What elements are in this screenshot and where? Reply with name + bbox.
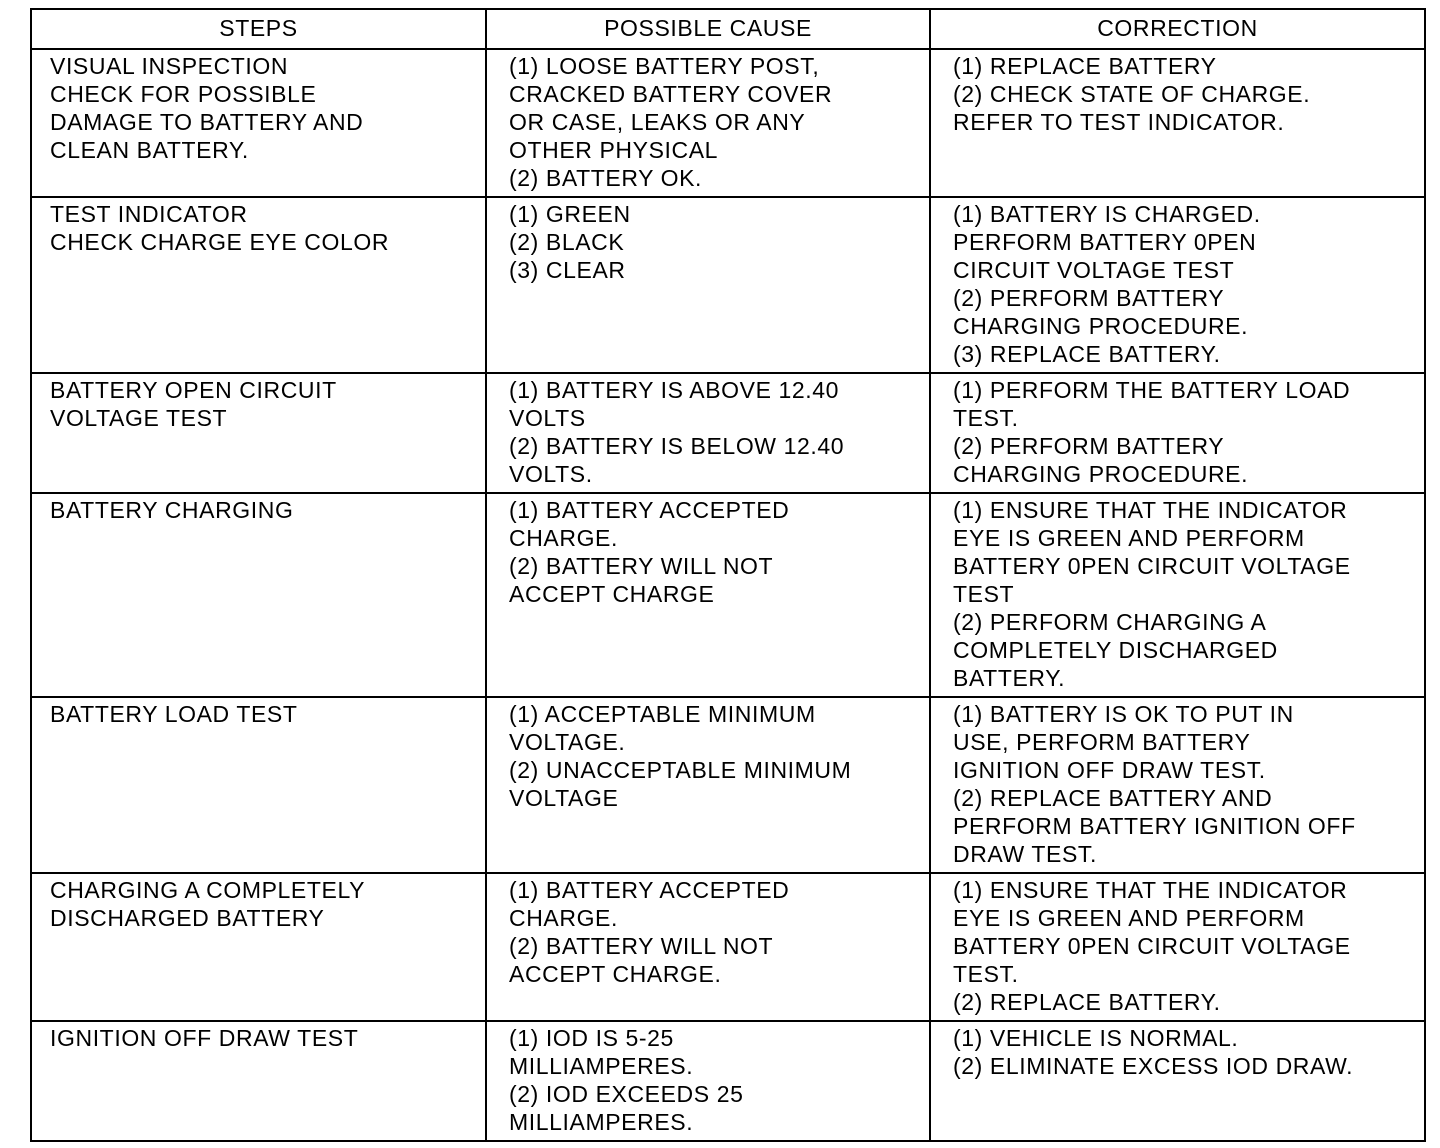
table-row (31, 873, 1425, 1021)
table-row (31, 1021, 1425, 1141)
cell-line: BATTERY CHARGING (50, 497, 294, 523)
cell-line: CHARGING PROCEDURE. (953, 313, 1249, 339)
cell-line: VOLTAGE (509, 785, 619, 811)
correction-cell (930, 697, 1425, 873)
steps-cell (31, 493, 486, 697)
table-row (31, 373, 1425, 493)
cell-line: VOLTAGE TEST (50, 405, 228, 431)
steps-cell (31, 873, 486, 1021)
cell-line: (1) BATTERY IS ABOVE 12.40 (509, 377, 840, 403)
cell-line: (1) IOD IS 5-25 (509, 1025, 674, 1051)
cell-line: EYE IS GREEN AND PERFORM (953, 905, 1305, 931)
cell-line: CRACKED BATTERY COVER (509, 81, 833, 107)
header-correction: CORRECTION (930, 9, 1425, 49)
cell-line: TEST (953, 581, 1015, 607)
cell-line: (2) BATTERY IS BELOW 12.40 (509, 433, 845, 459)
cell-line: (2) BATTERY WILL NOT (509, 553, 774, 579)
cell-line: OTHER PHYSICAL (509, 137, 719, 163)
correction-cell (930, 493, 1425, 697)
cell-line: (2) IOD EXCEEDS 25 (509, 1081, 744, 1107)
cell-line: (2) ELIMINATE EXCESS IOD DRAW. (953, 1053, 1354, 1079)
cell-line: TEST INDICATOR (50, 201, 248, 227)
cell-line: (1) VEHICLE IS NORMAL. (953, 1025, 1239, 1051)
cell-line: (1) ENSURE THAT THE INDICATOR (953, 877, 1348, 903)
header-possible-cause: POSSIBLE CAUSE (486, 9, 930, 49)
cell-line: VOLTS (509, 405, 586, 431)
cell-line: (2) BLACK (509, 229, 625, 255)
cell-line: BATTERY LOAD TEST (50, 701, 298, 727)
cell-line: PERFORM BATTERY IGNITION OFF (953, 813, 1356, 839)
table-row (31, 493, 1425, 697)
cell-line: (2) UNACCEPTABLE MINIMUM (509, 757, 852, 783)
cell-line: (1) GREEN (509, 201, 631, 227)
cell-line: CLEAN BATTERY. (50, 137, 249, 163)
steps-cell (31, 697, 486, 873)
cause-cell (486, 493, 930, 697)
cell-line: ACCEPT CHARGE (509, 581, 715, 607)
cell-line: (1) PERFORM THE BATTERY LOAD (953, 377, 1351, 403)
cell-line: OR CASE, LEAKS OR ANY (509, 109, 806, 135)
cell-line: REFER TO TEST INDICATOR. (953, 109, 1285, 135)
cause-cell (486, 1021, 930, 1141)
header-row (31, 9, 1425, 49)
correction-cell (930, 49, 1425, 197)
cell-line: MILLIAMPERES. (509, 1053, 694, 1079)
cell-line: (1) REPLACE BATTERY (953, 53, 1217, 79)
cell-line: (2) REPLACE BATTERY AND (953, 785, 1273, 811)
cell-line: DISCHARGED BATTERY (50, 905, 325, 931)
cause-cell (486, 373, 930, 493)
cell-line: VOLTAGE. (509, 729, 626, 755)
cell-line: (2) BATTERY WILL NOT (509, 933, 774, 959)
cell-line: TEST. (953, 405, 1019, 431)
cell-line: (2) PERFORM BATTERY (953, 285, 1225, 311)
table-body (31, 49, 1425, 1141)
header-steps: STEPS (31, 9, 486, 49)
cell-line: PERFORM BATTERY 0PEN (953, 229, 1257, 255)
cell-line: BATTERY 0PEN CIRCUIT VOLTAGE (953, 553, 1351, 579)
correction-cell (930, 873, 1425, 1021)
cell-line: (1) BATTERY IS CHARGED. (953, 201, 1261, 227)
cell-line: (1) BATTERY ACCEPTED (509, 877, 790, 903)
cell-line: (1) BATTERY IS OK TO PUT IN (953, 701, 1294, 727)
cause-cell (486, 873, 930, 1021)
cell-line: CHECK FOR POSSIBLE (50, 81, 317, 107)
steps-cell (31, 1021, 486, 1141)
steps-cell (31, 197, 486, 373)
cause-cell (486, 697, 930, 873)
cell-line: (1) ENSURE THAT THE INDICATOR (953, 497, 1348, 523)
cell-line: (2) PERFORM BATTERY (953, 433, 1225, 459)
cell-line: CIRCUIT VOLTAGE TEST (953, 257, 1235, 283)
cell-line: (2) BATTERY OK. (509, 165, 703, 191)
table-row (31, 697, 1425, 873)
table-row (31, 197, 1425, 373)
correction-cell (930, 1021, 1425, 1141)
cell-line: (1) ACCEPTABLE MINIMUM (509, 701, 816, 727)
cell-line: (3) REPLACE BATTERY. (953, 341, 1221, 367)
correction-cell (930, 373, 1425, 493)
cell-line: COMPLETELY DISCHARGED (953, 637, 1278, 663)
cell-line: MILLIAMPERES. (509, 1109, 694, 1135)
cell-line: VOLTS. (509, 461, 593, 487)
steps-cell (31, 49, 486, 197)
cell-line: TEST. (953, 961, 1019, 987)
steps-cell (31, 373, 486, 493)
cell-line: BATTERY OPEN CIRCUIT (50, 377, 337, 403)
cell-line: DAMAGE TO BATTERY AND (50, 109, 364, 135)
cell-line: CHECK CHARGE EYE COLOR (50, 229, 390, 255)
cause-cell (486, 197, 930, 373)
cell-line: (3) CLEAR (509, 257, 626, 283)
cell-line: (2) CHECK STATE OF CHARGE. (953, 81, 1311, 107)
cell-line: ACCEPT CHARGE. (509, 961, 722, 987)
cell-line: IGNITION OFF DRAW TEST. (953, 757, 1266, 783)
table-header (31, 9, 1425, 49)
cell-line: (2) PERFORM CHARGING A (953, 609, 1267, 635)
cell-line: BATTERY 0PEN CIRCUIT VOLTAGE (953, 933, 1351, 959)
cell-line: (1) BATTERY ACCEPTED (509, 497, 790, 523)
cell-line: BATTERY. (953, 665, 1066, 691)
cell-line: VISUAL INSPECTION (50, 53, 289, 79)
correction-cell (930, 197, 1425, 373)
cell-line: CHARGE. (509, 525, 618, 551)
cell-line: (2) REPLACE BATTERY. (953, 989, 1221, 1015)
cell-line: CHARGE. (509, 905, 618, 931)
cell-line: USE, PERFORM BATTERY (953, 729, 1251, 755)
cell-line: CHARGING A COMPLETELY (50, 877, 366, 903)
cause-cell (486, 49, 930, 197)
cell-line: EYE IS GREEN AND PERFORM (953, 525, 1305, 551)
cell-line: DRAW TEST. (953, 841, 1098, 867)
cell-line: (1) LOOSE BATTERY POST, (509, 53, 820, 79)
table-row (31, 49, 1425, 197)
battery-diagnosis-table (30, 8, 1426, 1142)
cell-line: CHARGING PROCEDURE. (953, 461, 1249, 487)
cell-line: IGNITION OFF DRAW TEST (50, 1025, 359, 1051)
